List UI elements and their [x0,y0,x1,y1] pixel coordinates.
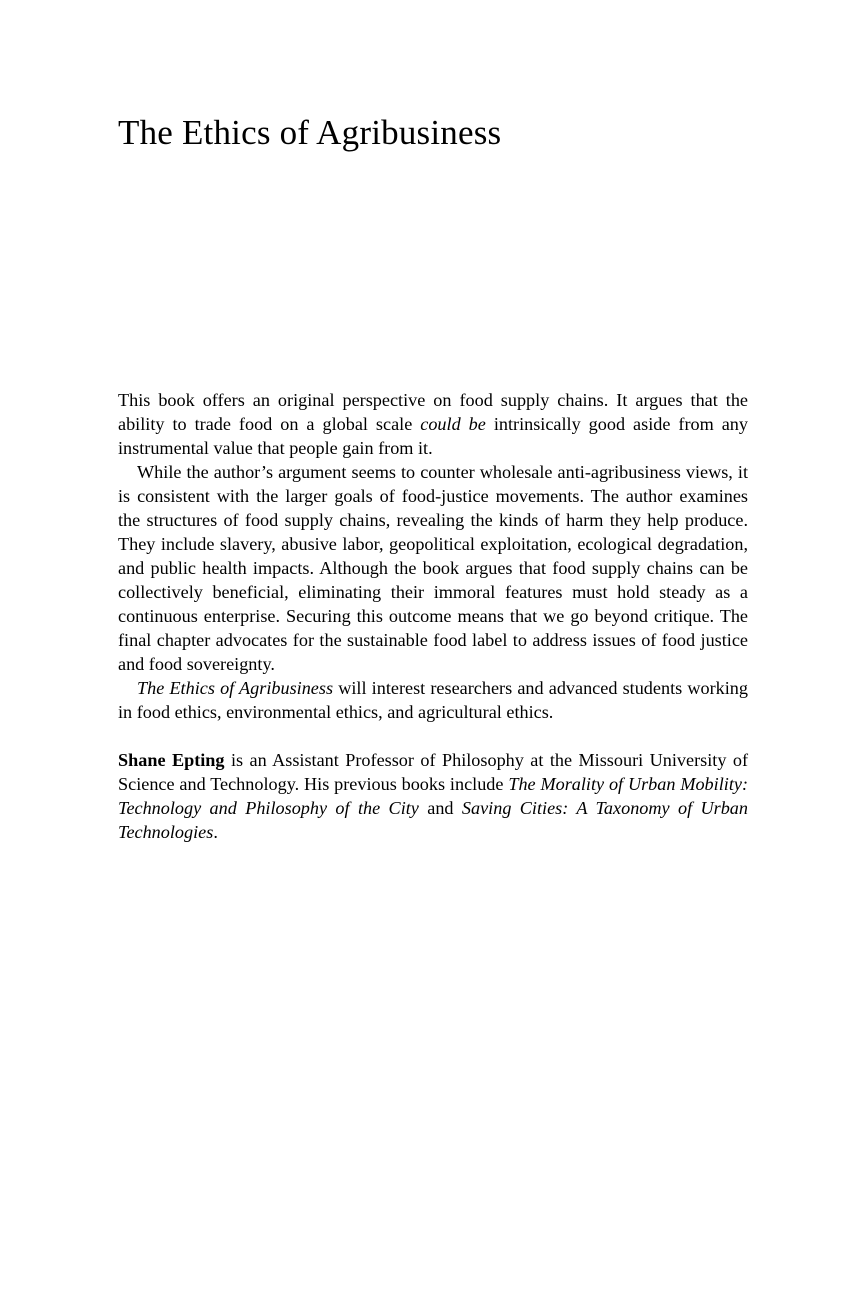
book-description [118,388,748,844]
previous-book-title: Saving Cities: A Taxonomy of Urban Technologies [118,798,748,842]
description-paragraph-3 [118,676,748,724]
description-paragraph-2: While the author’s argument seems to counter wholesale anti-agribusiness views, it is consistent with the larger goals of food-justice movements. The author examines the structures of food supply chains, revealing the kinds of harm they help produce. They include slavery, abusive labor, geopolitical exploitation, ecological degradation, and public health impacts. Although the book argues that food supply chains can be collectively beneficial, eliminating their immoral features must hold steady as a continuous enterprise. Securing this outcome means that we go beyond critique. The final chapter advocates for the sustainable food label to address issues of food justice and food sovereignty. [118,462,748,674]
author-bio [118,748,748,844]
description-text: intrinsically good aside from any instrumental value that people gain from it. [118,414,748,458]
bio-text: . [213,822,218,842]
description-paragraph-1 [118,388,748,460]
description-text: This book offers an original perspective on food supply chains. It argues that the ability to trade food on a global scale [118,390,748,434]
book-title: The Ethics of Agribusiness [118,113,502,152]
previous-book-title: The Morality of Urban Mobility: Technology and Philosophy of the City [118,774,748,818]
bio-text: is an Assistant Professor of Philosophy at the Missouri University of Science and Technology. His previous books include [118,750,748,794]
book-title-reference: The Ethics of Agribusiness [137,678,334,698]
bio-text: and [418,798,462,818]
emphasis-text: could be [420,414,486,434]
description-text: will interest researchers and advanced students working in food ethics, environmental ethics, and agricultural ethics. [118,678,748,722]
author-name: Shane Epting [118,750,225,770]
